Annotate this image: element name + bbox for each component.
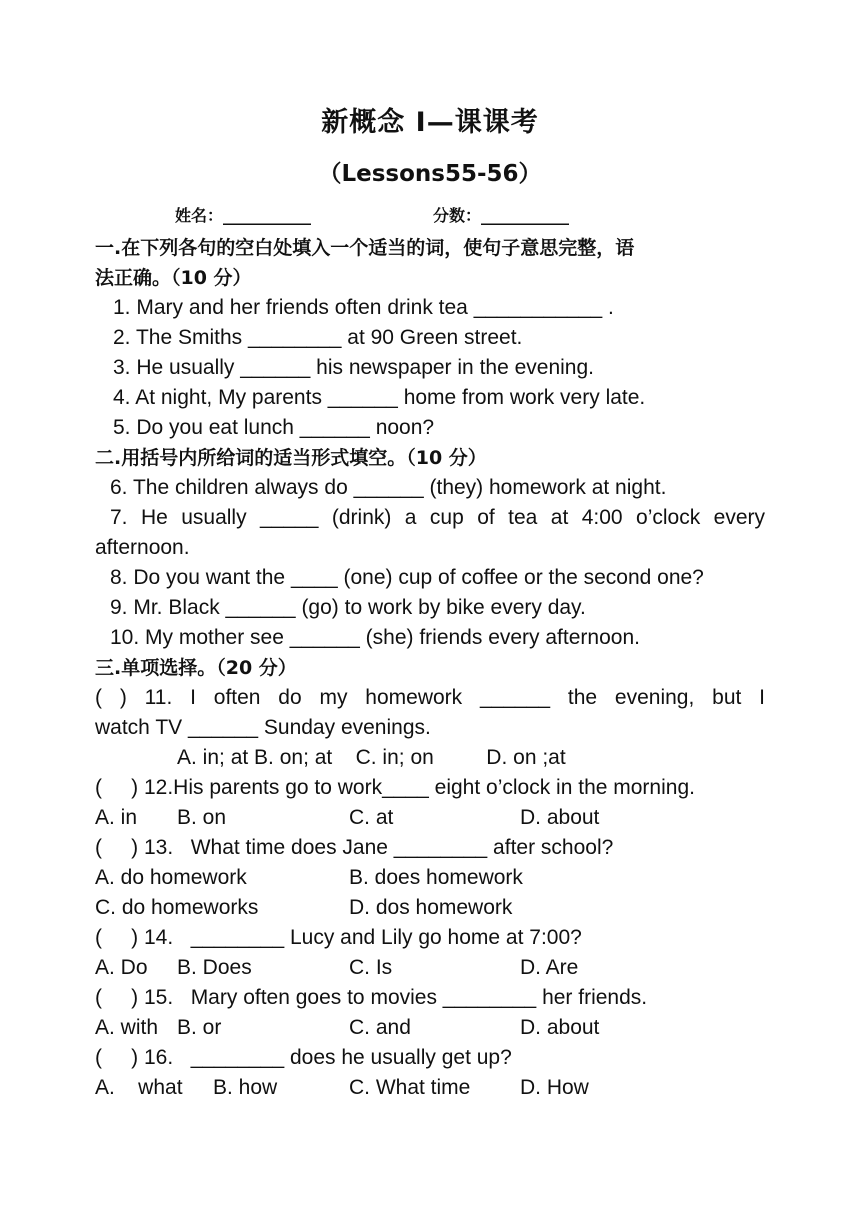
section1-heading-line1: 一.在下列各句的空白处填入一个适当的词，使句子意思完整，语 <box>95 237 635 259</box>
question-16-option-a: A. what <box>95 1076 183 1099</box>
question-12-option-c: C. at <box>349 806 394 829</box>
question-13-option-d: D. dos homework <box>349 896 513 919</box>
question-15: ( ) 15. Mary often goes to movies ________ her friends. <box>95 986 648 1009</box>
question-15-option-d: D. about <box>520 1016 600 1039</box>
section1-heading-line2: 法正确。（10 分） <box>95 267 252 289</box>
section3-heading: 三.单项选择。（20 分） <box>95 657 297 679</box>
question-14-option-b: B. Does <box>177 956 252 979</box>
question-3: 3. He usually ______ his newspaper in the evening. <box>113 356 594 379</box>
question-16-option-b: B. how <box>213 1076 278 1099</box>
question-11-line2: watch TV ______ Sunday evenings. <box>95 716 431 739</box>
question-4: 4. At night, My parents ______ home from work very late. <box>113 386 646 409</box>
question-8: 8. Do you want the ____ (one) cup of coffee or the second one? <box>110 566 704 589</box>
question-9: 9. Mr. Black ______ (go) to work by bike every day. <box>110 596 586 619</box>
question-12-option-d: D. about <box>520 806 600 829</box>
question-13: ( ) 13. What time does Jane ________ after school? <box>95 836 614 859</box>
question-13-option-b: B. does homework <box>349 866 523 889</box>
question-2: 2. The Smiths ________ at 90 Green street. <box>113 326 523 349</box>
question-16-option-c: C. What time <box>349 1076 471 1099</box>
question-7-line1: 7. He usually _____ (drink) a cup of tea at 4:00 o’clock every <box>110 506 765 529</box>
question-11-options: A. in; at B. on; at C. in; on D. on ;at <box>177 746 566 769</box>
question-14: ( ) 14. ________ Lucy and Lily go home at 7:00? <box>95 926 582 949</box>
question-6: 6. The children always do ______ (they) homework at night. <box>110 476 667 499</box>
section2-heading: 二.用括号内所给词的适当形式填空。（10 分） <box>95 447 487 469</box>
question-14-option-c: C. Is <box>349 956 393 979</box>
page-title: 新概念 I—课课考 <box>321 107 539 138</box>
question-7-line2: afternoon. <box>95 536 190 559</box>
question-16-option-d: D. How <box>520 1076 589 1099</box>
question-13-option-a: A. do homework <box>95 866 247 889</box>
question-12: ( ) 12.His parents go to work____ eight o’clock in the morning. <box>95 776 695 799</box>
score-field-label: 分数：___________ <box>433 206 570 225</box>
question-12-option-b: B. on <box>177 806 227 829</box>
question-12-option-a: A. in <box>95 806 138 829</box>
question-11-line1: ( ) 11. I often do my homework ______ the evening, but I <box>95 686 765 709</box>
question-10: 10. My mother see ______ (she) friends every afternoon. <box>110 626 640 649</box>
page-subtitle: （Lessons55-56） <box>318 161 542 187</box>
question-5: 5. Do you eat lunch ______ noon? <box>113 416 435 439</box>
name-field-label: 姓名：___________ <box>175 206 312 225</box>
question-1: 1. Mary and her friends often drink tea ___________ . <box>113 296 614 319</box>
question-15-option-c: C. and <box>349 1016 411 1039</box>
question-13-option-c: C. do homeworks <box>95 896 259 919</box>
question-15-option-a: A. with <box>95 1016 159 1039</box>
question-14-option-d: D. Are <box>520 956 579 979</box>
question-14-option-a: A. Do <box>95 956 148 979</box>
question-15-option-b: B. or <box>177 1016 222 1039</box>
question-16: ( ) 16. ________ does he usually get up? <box>95 1046 512 1069</box>
